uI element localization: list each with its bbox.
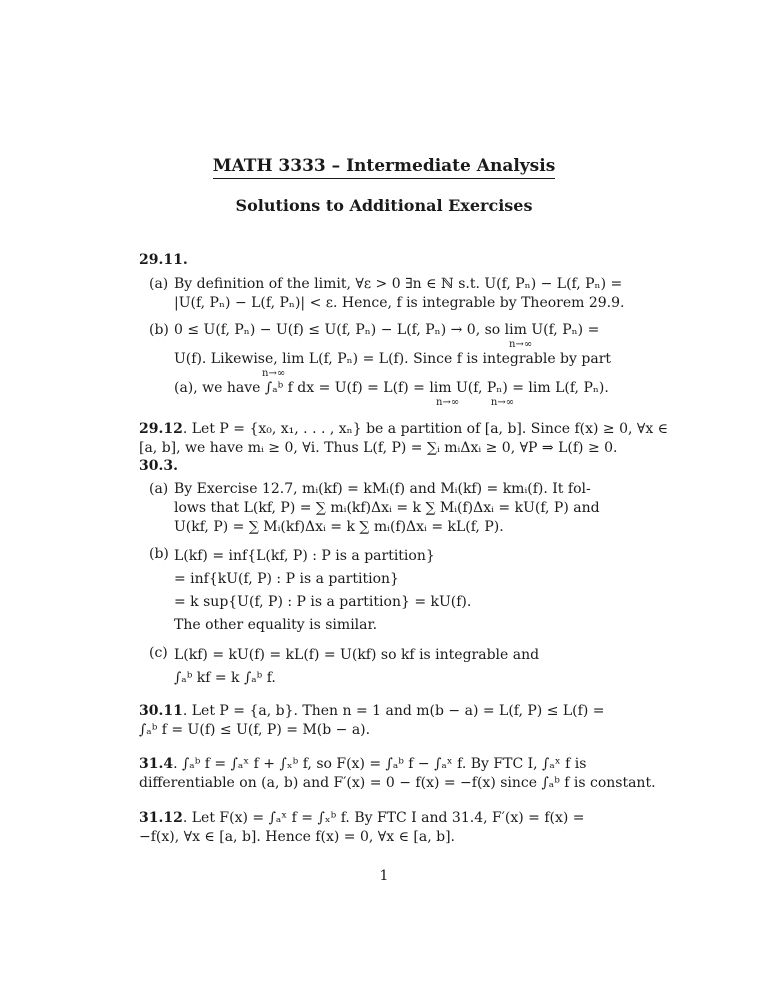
limit-subscript: n→∞ [509,339,533,350]
limit-subscript: n→∞ [262,368,286,379]
text-line: 0 ≤ U(f, Pₙ) − U(f) ≤ U(f, Pₙ) − L(f, Pₙ) → 0, so lim U(f, Pₙ) = [174,322,600,338]
exercise-label: 31.12 [139,810,183,826]
exercise-label: 30.3. [139,458,178,474]
part-label: (b) [149,546,169,562]
text-line: (a), we have ∫ₐᵇ f dx = U(f) = L(f) = lim U(f, Pₙ) = lim L(f, Pₙ). [174,380,609,396]
text-line: By definition of the limit, ∀ε > 0 ∃n ∈ ℕ s.t. U(f, Pₙ) − L(f, Pₙ) = [174,276,623,292]
exercise-29-11-part-a [149,275,629,313]
text-line: = inf{kU(f, P) : P is a partition} [174,571,399,587]
text-line: [a, b], we have mᵢ ≥ 0, ∀i. Thus L(f, P) = ∑ᵢ mᵢΔxᵢ ≥ 0, ∀P ⇒ L(f) ≥ 0. [139,440,618,456]
exercise-31-4 [139,755,656,793]
exercise-30-3-part-a [149,480,629,537]
exercise-30-11 [139,702,629,740]
text-line: . Let P = {a, b}. Then n = 1 and m(b − a) = L(f, P) ≤ L(f) = [182,703,605,719]
text-line: L(kf) = kU(f) = kL(f) = U(kf) so kf is integrable and [174,647,540,663]
page-subtitle: Solutions to Additional Exercises [235,196,533,215]
part-label: (a) [149,481,169,497]
exercise-30-3-heading [139,457,629,476]
part-label: (a) [149,276,169,292]
exercise-29-12 [139,420,669,458]
text-line: U(kf, P) = ∑ Mᵢ(kf)Δxᵢ = k ∑ mᵢ(f)Δxᵢ = kL(f, P). [174,519,504,535]
text-line: . ∫ₐᵇ f = ∫ₐˣ f + ∫ₓᵇ f, so F(x) = ∫ₐᵇ f − ∫ₐˣ f. By FTC I, ∫ₐˣ f is [173,756,587,772]
text-line: |U(f, Pₙ) − L(f, Pₙ)| < ε. Hence, f is integrable by Theorem 29.9. [174,295,625,311]
text-line: −f(x), ∀x ∈ [a, b]. Hence f(x) = 0, ∀x ∈ [a, b]. [139,829,455,845]
text-line: By Exercise 12.7, mᵢ(kf) = kMᵢ(f) and Mᵢ(kf) = kmᵢ(f). It fol- [174,481,591,497]
exercise-30-3-part-c [149,644,629,690]
text-line: U(f). Likewise, lim L(f, Pₙ) = L(f). Since f is integrable by part [174,351,612,367]
exercise-29-11-part-b [149,321,629,408]
page-title-text: MATH 3333 – Intermediate Analysis [213,156,556,179]
page-title [0,156,768,176]
text-line: The other equality is similar. [174,617,378,633]
exercise-label: 30.11 [139,703,183,719]
exercise-29-11-heading [139,251,629,270]
exercise-label: 29.12 [139,421,183,437]
exercise-label: 29.11. [139,252,188,268]
limit-subscript: n→∞ n→∞ [436,397,515,408]
text-line: ∫ₐᵇ f = U(f) ≤ U(f, P) = M(b − a). [139,722,371,738]
exercise-31-12 [139,809,629,847]
text-line: ∫ₐᵇ kf = k ∫ₐᵇ f. [174,670,276,686]
text-line: . Let P = {x₀, x₁, . . . , xₙ} be a partition of [a, b]. Since f(x) ≥ 0, ∀x ∈ [182,421,669,437]
part-label: (c) [149,645,168,661]
text-line: . Let F(x) = ∫ₐˣ f = ∫ₓᵇ f. By FTC I and 31.4, F′(x) = f(x) = [182,810,585,826]
page-number: 1 [379,868,389,884]
text-line: L(kf) = inf{L(kf, P) : P is a partition} [174,548,435,564]
exercise-30-3-part-b [149,545,629,637]
part-label: (b) [149,322,169,338]
text-line: lows that L(kf, P) = ∑ mᵢ(kf)Δxᵢ = k ∑ Mᵢ(f)Δxᵢ = kU(f, P) and [174,500,600,516]
exercise-label: 31.4 [139,756,174,772]
text-line: differentiable on (a, b) and F′(x) = 0 − f(x) = −f(x) since ∫ₐᵇ f is constant. [139,775,656,791]
text-line: = k sup{U(f, P) : P is a partition} = kU(f). [174,594,472,610]
